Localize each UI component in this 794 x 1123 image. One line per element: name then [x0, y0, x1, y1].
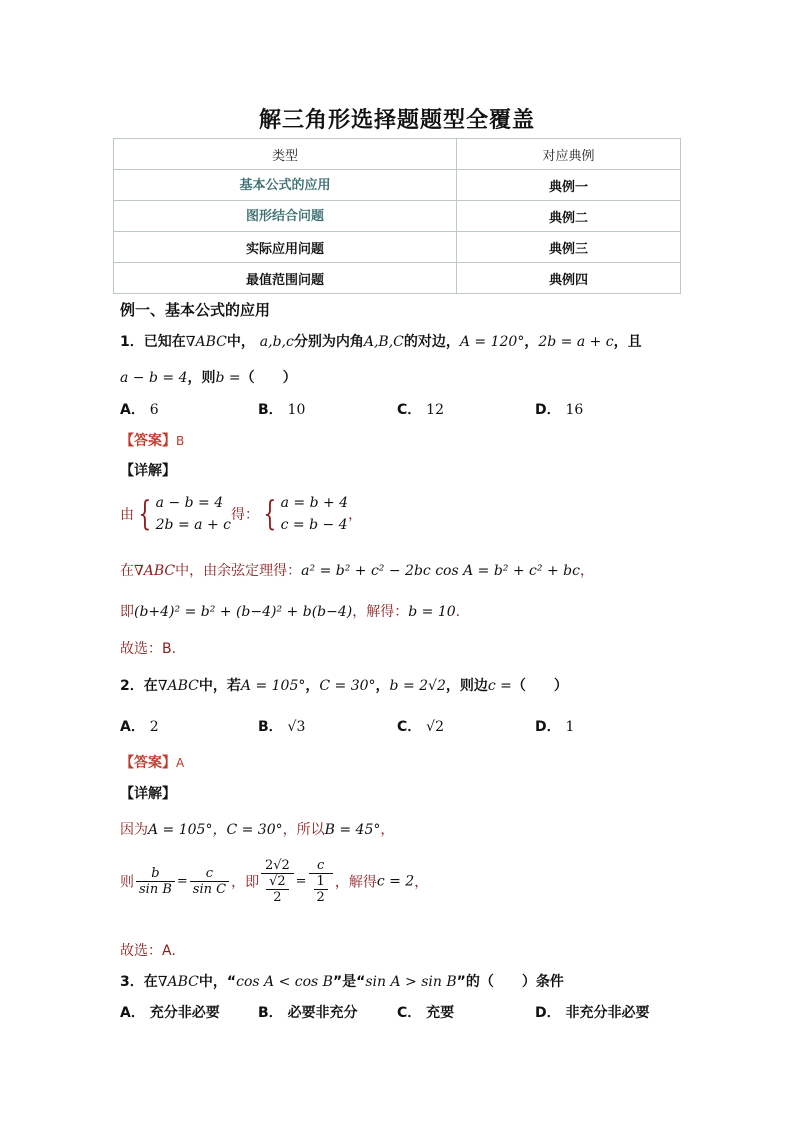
math: a − b = 4	[120, 370, 188, 386]
option-value: 2	[149, 719, 159, 735]
table-cell-example: 典例一	[457, 170, 681, 201]
option-value: 充分非必要	[149, 1005, 220, 1021]
math: C = 30°	[319, 678, 376, 694]
page-title: 解三角形选择题题型全覆盖	[258, 108, 535, 133]
math: (b+4)² = b² + (b−4)² + b(b−4)	[134, 604, 353, 620]
math: b =	[215, 370, 241, 386]
math: A = 105°	[240, 678, 306, 694]
question-2-line-1	[120, 675, 568, 695]
math: b = 2√2	[389, 678, 446, 694]
math: A = 105°，C = 30°	[148, 822, 283, 838]
table-row	[114, 232, 681, 263]
denominator	[309, 874, 333, 905]
numerator: c	[309, 858, 333, 874]
option-value: 非充分非必要	[565, 1005, 650, 1021]
equation-system	[281, 492, 348, 536]
question-3-line-1	[120, 971, 564, 991]
numerator: b	[136, 866, 175, 882]
solution-line-3	[120, 601, 460, 621]
text: ，则边	[445, 678, 488, 694]
option-value: 必要非充分	[287, 1005, 358, 1021]
option-b	[258, 399, 305, 419]
option-a	[120, 716, 159, 736]
text: ，所以	[282, 822, 325, 838]
option-b	[258, 1002, 358, 1022]
math: ∇ABC	[134, 563, 176, 579]
table-cell-type: 图形结合问题	[114, 201, 457, 232]
math: A = 120°	[459, 334, 525, 350]
answer-line	[120, 752, 184, 772]
equation: a − b = 4	[155, 495, 224, 511]
math: 2b = a + c	[538, 334, 614, 350]
table-header-example: 对应典例	[457, 139, 681, 170]
solution-line-2	[120, 560, 594, 580]
solution-line-1	[120, 819, 394, 839]
question-1-line-1	[120, 331, 642, 351]
fraction	[314, 874, 328, 905]
option-letter: A．	[120, 1005, 145, 1021]
numerator: c	[190, 866, 229, 882]
denominator: sin C	[192, 882, 227, 897]
text: ，	[380, 822, 395, 838]
text: ，	[579, 563, 594, 579]
solution-line-1	[120, 492, 362, 536]
denominator: sin B	[139, 882, 172, 897]
equals: =	[176, 874, 188, 889]
option-value: 1	[565, 719, 575, 735]
table-cell-type: 最值范围问题	[114, 263, 457, 294]
numerator: 1	[314, 874, 328, 890]
answer-value: A	[176, 756, 185, 770]
table-header-row	[114, 139, 681, 170]
table-header-type: 类型	[114, 139, 457, 170]
section-heading: 例一、基本公式的应用	[120, 301, 271, 319]
numerator: √2	[266, 874, 289, 890]
option-value: 10	[287, 402, 306, 418]
option-letter: C．	[397, 1005, 422, 1021]
option-letter: B．	[258, 402, 283, 418]
math: a,b,c	[259, 334, 294, 350]
fraction	[261, 858, 294, 905]
text: 得：	[230, 507, 259, 523]
choice-line: 故选：A.	[120, 943, 176, 959]
brace-icon: {	[138, 494, 152, 534]
option-letter: A．	[120, 402, 145, 418]
type-table	[113, 138, 681, 294]
answer-value: B	[176, 434, 185, 448]
denominator	[261, 874, 294, 905]
option-value: 充要	[426, 1005, 455, 1021]
option-letter: D．	[535, 402, 561, 418]
option-letter: B．	[258, 719, 283, 735]
choice-line: 故选：B.	[120, 641, 177, 657]
option-value: 6	[149, 402, 159, 418]
math: c = 2	[376, 873, 415, 890]
text: 则	[120, 874, 134, 891]
equation: 2b = a + c	[155, 517, 231, 533]
option-d	[535, 1002, 650, 1022]
answer-label: 【答案】	[120, 433, 176, 449]
answer-line	[120, 430, 184, 450]
equation-system	[156, 492, 231, 536]
math: b = 10	[408, 604, 456, 620]
text: （ ）	[240, 370, 297, 386]
math: B = 45°	[324, 822, 381, 838]
text: 因为	[120, 822, 148, 838]
math: cos A < cos B	[236, 974, 333, 990]
text: 在	[120, 563, 134, 579]
option-c	[397, 1002, 454, 1022]
text: ，解得：	[352, 604, 409, 620]
math: ∇ABC	[185, 334, 227, 350]
question-number: 1．	[120, 334, 144, 350]
option-letter: D．	[535, 1005, 561, 1021]
option-d	[535, 399, 583, 419]
table-cell-type: 实际应用问题	[114, 232, 457, 263]
table-cell-type: 基本公式的应用	[114, 170, 457, 201]
math: ∇ABC	[157, 678, 199, 694]
option-b	[258, 716, 305, 736]
text: ，	[375, 678, 390, 694]
math: A,B,C	[363, 334, 404, 350]
table-row	[114, 201, 681, 232]
text: ，且	[613, 334, 642, 350]
question-number: 3．	[120, 974, 144, 990]
table-row	[114, 263, 681, 294]
math: sin A > sin B	[365, 974, 457, 990]
option-d	[535, 716, 574, 736]
text: 已知在	[143, 334, 186, 350]
text: 中，由余弦定理得：	[175, 563, 302, 579]
answer-label: 【答案】	[120, 755, 176, 771]
question-1-line-2	[120, 367, 297, 387]
equation: a = b + 4	[280, 495, 349, 511]
option-a	[120, 1002, 220, 1022]
equation: c = b − 4	[280, 517, 348, 533]
math: ∇ABC	[157, 974, 199, 990]
detail-label: 【详解】	[120, 786, 176, 802]
equals: =	[295, 874, 307, 889]
denominator: 2	[273, 890, 282, 905]
option-letter: A．	[120, 719, 145, 735]
fraction	[309, 858, 333, 905]
text: 的对边，	[403, 334, 460, 350]
text: ，	[524, 334, 539, 350]
fraction	[266, 874, 289, 905]
option-value: √3	[287, 719, 306, 735]
text: ，则	[187, 370, 216, 386]
option-value: 12	[426, 402, 444, 418]
fraction	[190, 866, 229, 897]
option-letter: C．	[397, 719, 422, 735]
table-row	[114, 170, 681, 201]
table-cell-example: 典例二	[457, 201, 681, 232]
text: ”是“	[332, 974, 366, 990]
text: ，	[305, 678, 320, 694]
fraction	[136, 866, 175, 897]
option-letter: B．	[258, 1005, 283, 1021]
text: 由	[120, 507, 134, 523]
solution-line-2	[120, 858, 428, 905]
text: .	[455, 604, 461, 620]
detail-label: 【详解】	[120, 463, 176, 479]
table-cell-example: 典例三	[457, 232, 681, 263]
text: 中，“	[198, 974, 237, 990]
text: ”的（ ）条件	[456, 974, 564, 990]
option-letter: C．	[397, 402, 422, 418]
option-value: 16	[565, 402, 584, 418]
text: 中，若	[198, 678, 241, 694]
text: ，即	[231, 874, 260, 891]
option-c	[397, 399, 444, 419]
text: 中，	[226, 334, 255, 350]
text: 在	[143, 678, 158, 694]
text: ，	[348, 507, 363, 523]
text: 在	[143, 974, 158, 990]
math: a² = b² + c² − 2bc cos A = b² + c² + bc	[301, 563, 580, 579]
numerator: 2√2	[261, 858, 294, 874]
denominator: 2	[316, 890, 325, 905]
option-c	[397, 716, 444, 736]
text: 分别为内角	[293, 334, 364, 350]
table-cell-example: 典例四	[457, 263, 681, 294]
math: c =	[487, 678, 512, 694]
text: ，	[414, 874, 429, 891]
question-number: 2．	[120, 678, 144, 694]
option-a	[120, 399, 159, 419]
text: 即	[120, 604, 134, 620]
text: （ ）	[511, 678, 568, 694]
brace-icon: {	[263, 494, 277, 534]
option-letter: D．	[535, 719, 561, 735]
option-value: √2	[426, 719, 444, 735]
text: ，解得	[334, 874, 377, 891]
